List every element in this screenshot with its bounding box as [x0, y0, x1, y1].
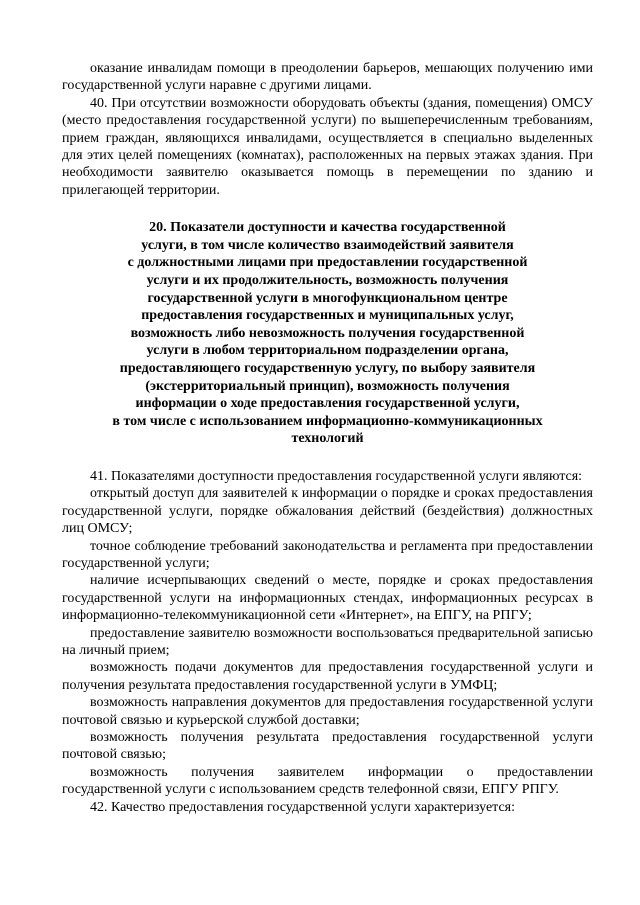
heading-line: в том числе с использованием информационно-коммуникационных: [112, 413, 543, 429]
document-page: [62, 60, 593, 816]
heading-line: возможность либо невозможность получения государственной: [130, 325, 525, 341]
paragraph-40: 40. При отсутствии возможности оборудовать объекты (здания, помещения) ОМСУ (место предоставления государственной услуги) по вышеперечисленным требованиям, прием граждан, являющихся инвалидами, осуществляется в специально выделенных для этих целей помещениях (комнатах), расположенных на первых этажах здания. При необходимости заявителю оказывается помощь в перемещении по зданию и прилегающей территории.: [62, 95, 593, 198]
heading-line: с должностными лицами при предоставлении государственной: [127, 255, 528, 271]
heading-line: информации о ходе предоставления государственной услуги,: [135, 396, 520, 412]
heading-line: государственной услуги в многофункциональном центре: [147, 290, 508, 306]
heading-line: технологий: [291, 431, 364, 447]
heading-line: предоставления государственных и муниципальных услуг,: [141, 308, 514, 324]
list-item-open-access: открытый доступ для заявителей к информации о порядке и сроках предоставления государственной услуги, порядке обжалования действий (бездействия) должностных лиц ОМСУ;: [62, 486, 593, 537]
section-heading-20: [82, 219, 573, 448]
paragraph-assistance: оказание инвалидам помощи в преодолении барьеров, мешающих получению ими государственной услуги наравне с другими лицами.: [62, 61, 593, 94]
heading-line: (экстерриториальный принцип), возможность получения: [145, 378, 510, 394]
list-item-umfc: возможность подачи документов для предоставления государственной услуги и получения результата предоставления государственной услуги в УМФЦ;: [62, 660, 593, 693]
list-item-appointment: предоставление заявителю возможности воспользоваться предварительной записью на личный прием;: [62, 625, 593, 659]
list-item-phone-info: возможность получения заявителем информации о предоставлении государственной услуги с использованием средств телефонной связи, ЕПГУ РПГУ.: [62, 764, 593, 798]
heading-line: услуги в любом территориальном подразделении органа,: [146, 343, 509, 359]
paragraph-41: 41. Показателями доступности предоставления государственной услуги являются:: [90, 468, 583, 484]
list-item-postal-result: возможность получения результата предоставления государственной услуги почтовой связью;: [62, 730, 593, 763]
list-item-compliance: точное соблюдение требований законодательства и регламента при предоставлении государственной услуги;: [62, 538, 593, 571]
heading-line: 20. Показатели доступности и качества государственной: [149, 220, 506, 236]
heading-line: предоставляющего государственную услугу, по выбору заявителя: [119, 361, 536, 376]
list-item-postal-sending: возможность направления документов для предоставления государственной услуги почтовой связью и курьерской службой доставки;: [62, 695, 593, 728]
heading-line: услуги и их продолжительность, возможность получения: [146, 273, 509, 289]
heading-line: услуги, в том числе количество взаимодействий заявителя: [141, 237, 514, 253]
paragraph-42: 42. Качество предоставления государственной услуги характеризуется:: [90, 799, 516, 815]
list-item-information: наличие исчерпывающих сведений о месте, порядке и сроках предоставления государственной услуги на информационных стендах, информационных ресурсах в информационно-телекоммуникационной сети «Интернет», на ЕПГУ, на РПГУ;: [62, 573, 593, 624]
